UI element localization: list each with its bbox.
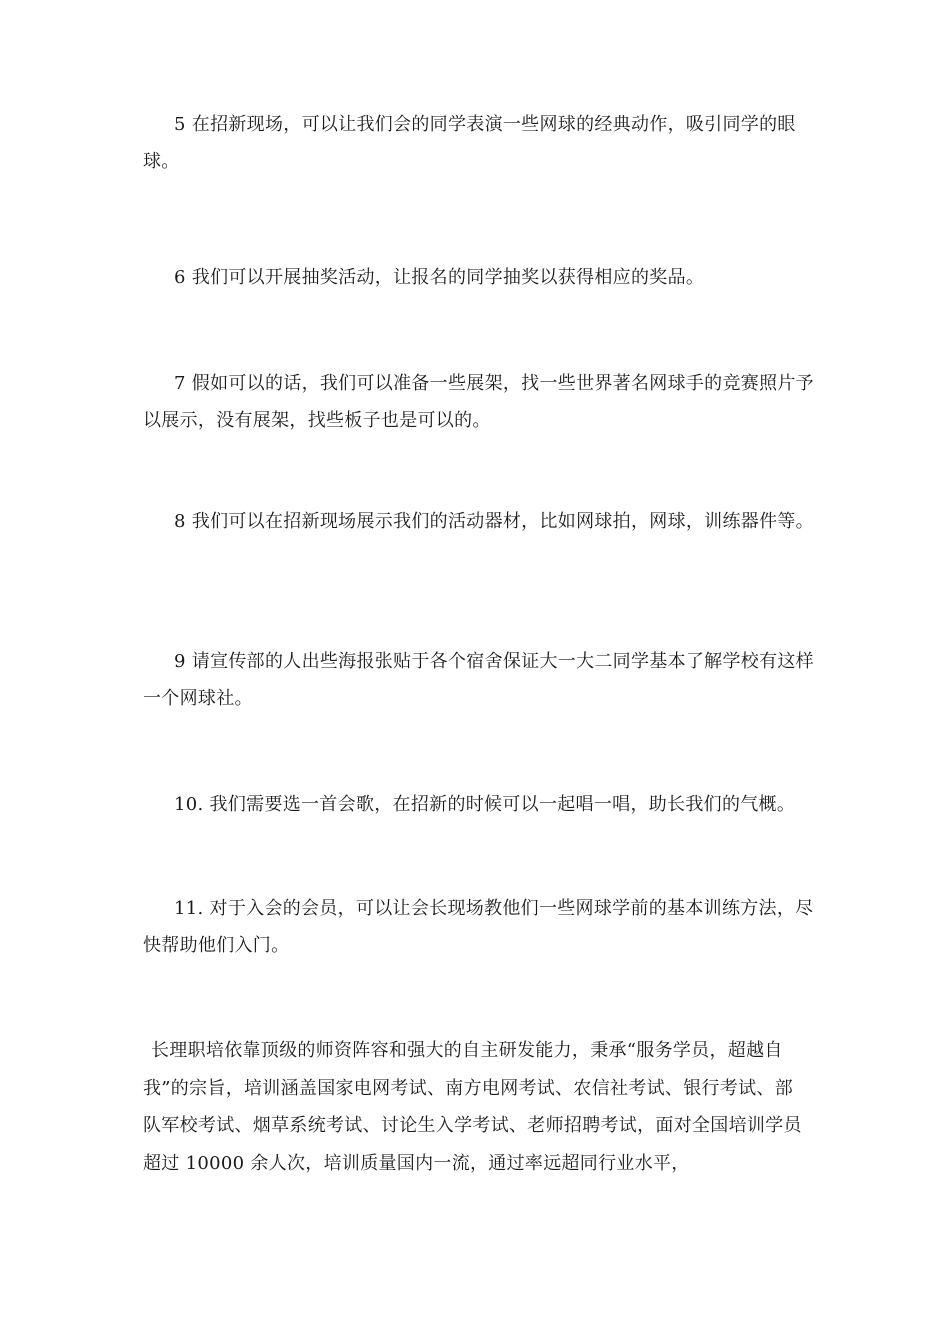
paragraph-7: 7 假如可以的话，我们可以准备一些展架，找一些世界著名网球手的竞赛照片予以展示，没有展架，找些板子也是可以的。 <box>143 373 814 431</box>
paragraph-10: 10. 我们需要选一首会歌，在招新的时候可以一起唱一唱，助长我们的气概。 <box>174 794 796 815</box>
paragraph-9: 9 请宣传部的人出些海报张贴于各个宿舍保证大一大二同学基本了解学校有这样一个网球社。 <box>143 651 814 709</box>
paragraph-11: 11. 对于入会的会员，可以让会长现场教他们一些网球学前的基本训练方法，尽快帮助他们入门。 <box>143 898 814 956</box>
paragraph-8: 8 我们可以在招新现场展示我们的活动器材，比如网球拍，网球，训练器件等。 <box>174 511 814 532</box>
promo-paragraph: 长理职培依靠顶级的师资阵容和强大的自主研发能力，秉承“服务学员，超越自我”的宗旨，培训涵盖国家电网考试、南方电网考试、农信社考试、银行考试、部队军校考试、烟草系统考试、讨论生入学考试、老师招聘考试，面对全国培训学员超过 10000 余人次，培训质量国内一流，通过率远超同行业水平， <box>143 1040 802 1174</box>
paragraph-6: 6 我们可以开展抽奖活动，让报名的同学抽奖以获得相应的奖品。 <box>174 267 705 288</box>
paragraph-5: 5 在招新现场，可以让我们会的同学表演一些网球的经典动作，吸引同学的眼球。 <box>143 114 796 172</box>
